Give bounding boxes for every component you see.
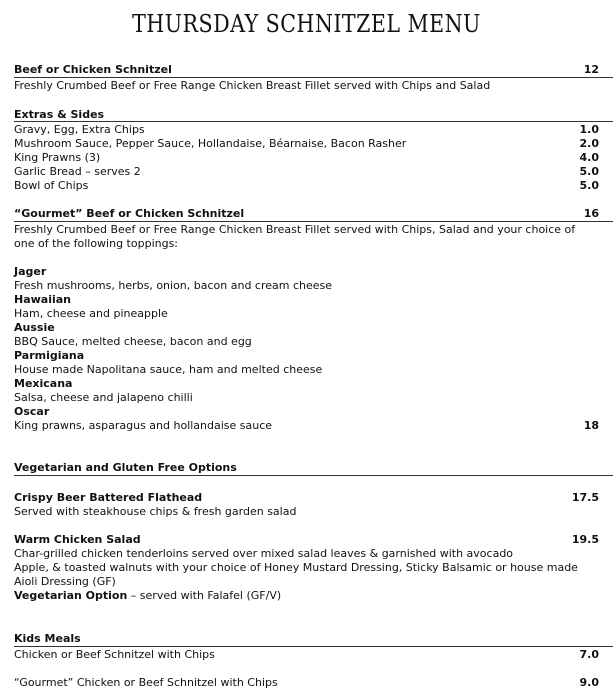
item-name: Bowl of Chips — [14, 179, 89, 192]
topping-label: Hawaiian — [14, 293, 72, 306]
topping-description — [14, 363, 599, 377]
item-price: 16 — [583, 207, 599, 220]
topping-name — [14, 321, 599, 335]
item-description — [14, 561, 599, 575]
topping-desc-text: Ham, cheese and pineapple — [14, 307, 168, 320]
divider — [14, 121, 613, 122]
item-description — [14, 575, 599, 589]
topping-label: Parmigiana — [14, 349, 85, 362]
topping-name — [14, 265, 599, 279]
section-heading-vegetarian — [14, 461, 599, 475]
divider — [14, 475, 613, 476]
page-title: THURSDAY SCHNITZEL MENU — [132, 10, 481, 38]
topping-desc-text: BBQ Sauce, melted cheese, bacon and egg — [14, 335, 252, 348]
list-item — [14, 179, 599, 193]
topping-label: Mexicana — [14, 377, 73, 390]
vegetarian-option-label: Vegetarian Option — [14, 589, 128, 602]
topping-desc-text: Fresh mushrooms, herbs, onion, bacon and cream cheese — [14, 279, 333, 292]
item-price: 19.5 — [571, 533, 599, 546]
topping-description — [14, 335, 599, 349]
item-name: Chicken or Beef Schnitzel with Chips — [14, 648, 215, 661]
topping-label: Aussie — [14, 321, 55, 334]
divider — [14, 77, 613, 78]
item-description — [14, 505, 599, 519]
divider — [14, 646, 613, 647]
topping-description — [14, 419, 599, 433]
item-price: 1.0 — [579, 123, 599, 136]
item-price: 7.0 — [579, 648, 599, 661]
vegetarian-option — [14, 589, 599, 603]
topping-name — [14, 349, 599, 363]
topping-description — [14, 391, 599, 405]
item-description — [14, 79, 599, 93]
section-heading-schnitzel — [14, 63, 599, 77]
item-description: Freshly Crumbed Beef or Free Range Chicken Breast Fillet served with Chips, Salad and your choice of one of the following toppings: — [14, 223, 576, 250]
item-name: Mushroom Sauce, Pepper Sauce, Hollandaise, Béarnaise, Bacon Rasher — [14, 137, 407, 150]
item-price: 18 — [583, 419, 599, 432]
list-item — [14, 165, 599, 179]
vegetarian-option-desc: – served with Falafel (GF/V) — [127, 589, 282, 602]
item-price: 9.0 — [579, 676, 599, 689]
item-name: King Prawns (3) — [14, 151, 101, 164]
menu-item-warm-chicken-salad — [14, 533, 599, 547]
topping-label: Jager — [14, 265, 47, 278]
description-text: Aioli Dressing (GF) — [14, 575, 116, 588]
section-heading-label: Vegetarian and Gluten Free Options — [14, 461, 237, 474]
item-price: 5.0 — [579, 165, 599, 178]
item-price: 5.0 — [579, 179, 599, 192]
topping-desc-text: King prawns, asparagus and hollandaise sauce — [14, 419, 273, 432]
menu-item-flathead — [14, 491, 599, 505]
item-name: Warm Chicken Salad — [14, 533, 141, 546]
section-heading-kids — [14, 632, 599, 646]
description-text: Char-grilled chicken tenderloins served over mixed salad leaves & garnished with avocado — [14, 547, 514, 560]
list-item — [14, 151, 599, 165]
section-heading-extras — [14, 108, 599, 122]
section-heading-gourmet — [14, 207, 599, 221]
item-name: Garlic Bread – serves 2 — [14, 165, 141, 178]
description-text: Freshly Crumbed Beef or Free Range Chicken Breast Fillet served with Chips and Salad — [14, 79, 491, 92]
topping-desc-text: Salsa, cheese and jalapeno chilli — [14, 391, 193, 404]
item-name: Gravy, Egg, Extra Chips — [14, 123, 145, 136]
item-name: “Gourmet” Chicken or Beef Schnitzel with Chips — [14, 676, 278, 689]
topping-label: Oscar — [14, 405, 50, 418]
topping-name — [14, 377, 599, 391]
list-item — [14, 676, 599, 690]
section-heading-label: “Gourmet” Beef or Chicken Schnitzel — [14, 207, 245, 220]
item-price: 4.0 — [579, 151, 599, 164]
section-heading-label: Beef or Chicken Schnitzel — [14, 63, 172, 76]
topping-desc-text: House made Napolitana sauce, ham and melted cheese — [14, 363, 323, 376]
list-item — [14, 137, 599, 151]
description-text: Apple, & toasted walnuts with your choice of Honey Mustard Dressing, Sticky Balsamic or house made — [14, 561, 578, 574]
item-name: Crispy Beer Battered Flathead — [14, 491, 203, 504]
divider — [14, 221, 613, 222]
list-item — [14, 123, 599, 137]
topping-name — [14, 405, 599, 419]
item-description — [14, 547, 599, 561]
item-price: 12 — [583, 63, 599, 76]
item-price: 17.5 — [571, 491, 599, 504]
list-item — [14, 648, 599, 662]
section-heading-label: Extras & Sides — [14, 108, 105, 121]
item-price: 2.0 — [579, 137, 599, 150]
topping-description — [14, 279, 599, 293]
section-heading-label: Kids Meals — [14, 632, 81, 645]
topping-description — [14, 307, 599, 321]
topping-name — [14, 293, 599, 307]
description-text: Served with steakhouse chips & fresh garden salad — [14, 505, 297, 518]
